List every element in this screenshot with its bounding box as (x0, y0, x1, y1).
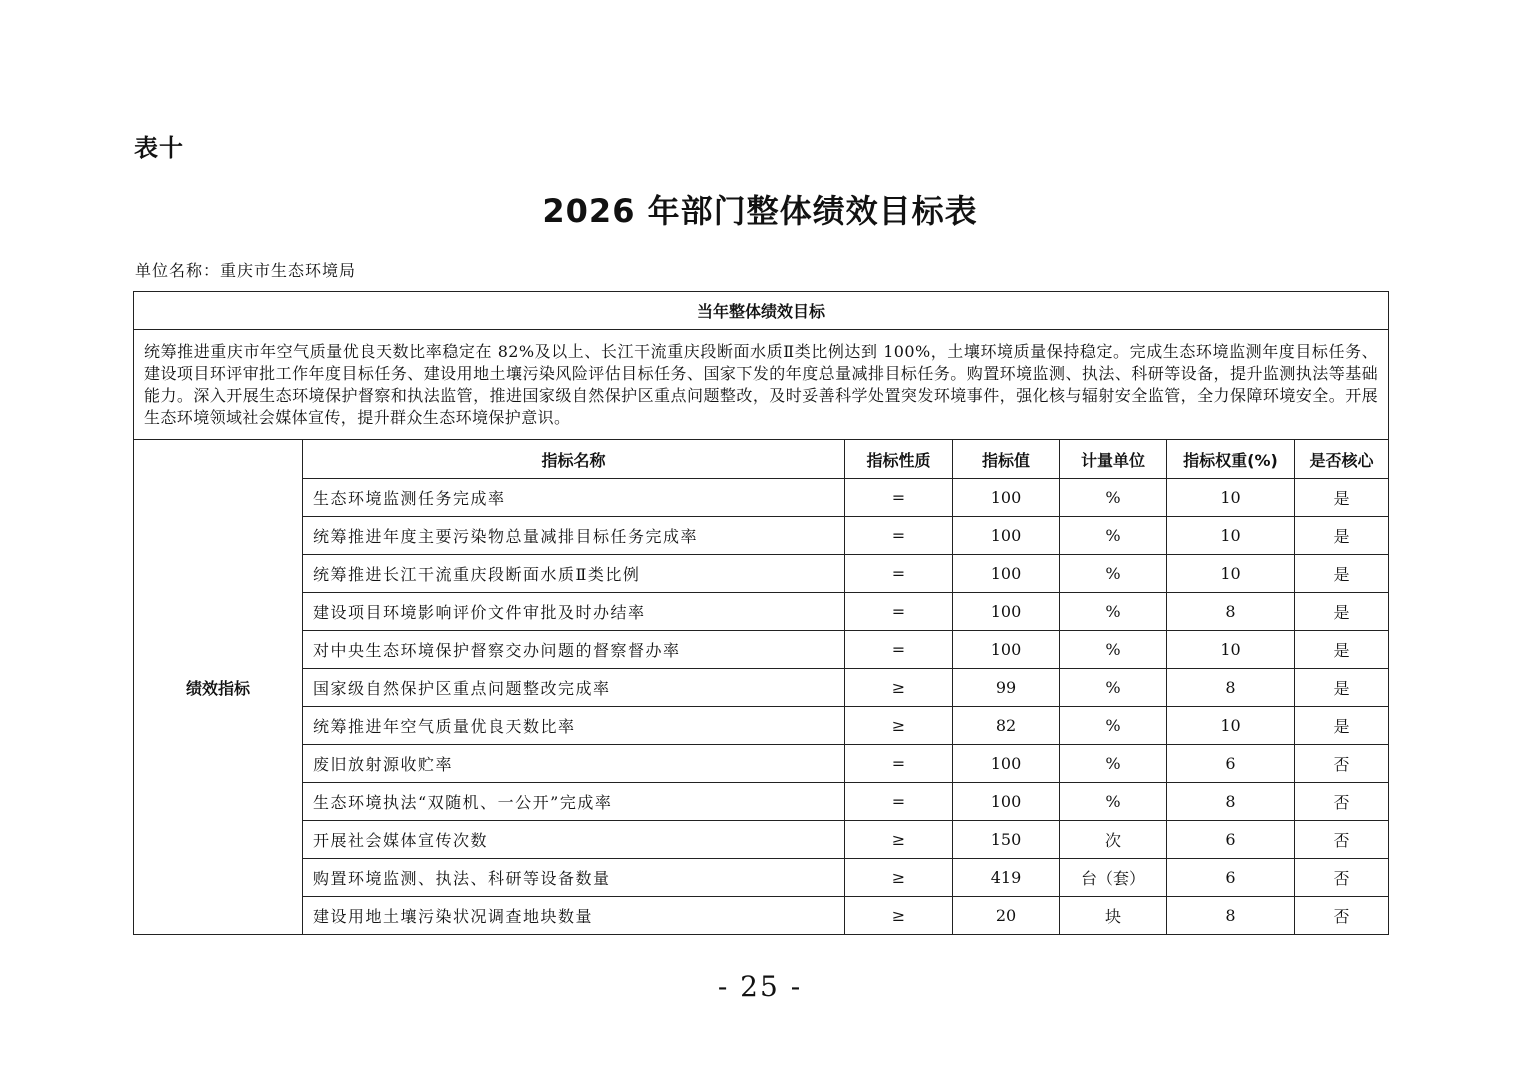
indicator-core: 否 (1295, 783, 1389, 821)
indicator-unit: % (1060, 783, 1167, 821)
indicator-nature: ≥ (845, 669, 953, 707)
indicator-core: 是 (1295, 479, 1389, 517)
indicator-name: 生态环境监测任务完成率 (303, 479, 845, 517)
indicator-value: 20 (953, 897, 1060, 935)
indicator-name: 统筹推进年空气质量优良天数比率 (303, 707, 845, 745)
column-header-value: 指标值 (953, 440, 1060, 479)
indicator-nature: = (845, 745, 953, 783)
indicator-name: 开展社会媒体宣传次数 (303, 821, 845, 859)
table-label: 表十 (134, 134, 184, 162)
indicator-core: 是 (1295, 593, 1389, 631)
indicator-weight: 10 (1167, 631, 1295, 669)
table-row (134, 669, 1389, 707)
indicator-weight: 6 (1167, 745, 1295, 783)
indicator-name: 建设用地土壤污染状况调查地块数量 (303, 897, 845, 935)
indicator-weight: 10 (1167, 555, 1295, 593)
table-row (134, 745, 1389, 783)
indicator-core: 是 (1295, 517, 1389, 555)
indicator-value: 419 (953, 859, 1060, 897)
indicator-value: 100 (953, 745, 1060, 783)
indicator-name: 国家级自然保护区重点问题整改完成率 (303, 669, 845, 707)
table-row (134, 897, 1389, 935)
column-header-unit: 计量单位 (1060, 440, 1167, 479)
indicator-value: 100 (953, 593, 1060, 631)
unit-name-line: 单位名称：重庆市生态环境局 (135, 261, 357, 280)
indicator-weight: 6 (1167, 821, 1295, 859)
indicator-unit: % (1060, 631, 1167, 669)
indicator-value: 100 (953, 631, 1060, 669)
indicator-name: 建设项目环境影响评价文件审批及时办结率 (303, 593, 845, 631)
indicator-value: 100 (953, 517, 1060, 555)
indicator-unit: 台（套） (1060, 859, 1167, 897)
document-title: 2026 年部门整体绩效目标表 (542, 192, 978, 230)
indicator-core: 否 (1295, 859, 1389, 897)
indicator-weight: 8 (1167, 669, 1295, 707)
indicator-value: 150 (953, 821, 1060, 859)
table-row (134, 593, 1389, 631)
indicator-nature: ≥ (845, 897, 953, 935)
indicator-nature: = (845, 593, 953, 631)
indicator-name: 统筹推进长江干流重庆段断面水质Ⅱ类比例 (303, 555, 845, 593)
table-row (134, 707, 1389, 745)
indicator-name: 废旧放射源收贮率 (303, 745, 845, 783)
table-row (134, 821, 1389, 859)
indicator-weight: 6 (1167, 859, 1295, 897)
indicator-nature: ≥ (845, 707, 953, 745)
indicator-value: 100 (953, 479, 1060, 517)
table-row (134, 859, 1389, 897)
indicator-core: 是 (1295, 555, 1389, 593)
indicator-name: 对中央生态环境保护督察交办问题的督察督办率 (303, 631, 845, 669)
indicator-core: 否 (1295, 897, 1389, 935)
indicator-unit: 块 (1060, 897, 1167, 935)
indicator-weight: 8 (1167, 783, 1295, 821)
indicator-value: 82 (953, 707, 1060, 745)
indicator-value: 100 (953, 783, 1060, 821)
performance-target-table (133, 291, 1389, 935)
indicator-unit: % (1060, 479, 1167, 517)
indicator-unit: % (1060, 707, 1167, 745)
indicator-nature: = (845, 517, 953, 555)
indicator-name: 购置环境监测、执法、科研等设备数量 (303, 859, 845, 897)
indicator-nature: = (845, 479, 953, 517)
indicator-nature: ≥ (845, 859, 953, 897)
indicator-unit: % (1060, 745, 1167, 783)
table-row (134, 631, 1389, 669)
overall-goal-text: 统筹推进重庆市年空气质量优良天数比率稳定在 82%及以上、长江干流重庆段断面水质Ⅱ类比例达到 100%，土壤环境质量保持稳定。完成生态环境监测年度目标任务、建设项目环评审批工作年度目标任务、建设用地土壤污染风险评估目标任务、国家下发的年度总量减排目标任务。购置环境监测、执法、科研等设备，提升监测执法等基础能力。深入开展生态环境保护督察和执法监管，推进国家级自然保护区重点问题整改，及时妥善科学处置突发环境事件，强化核与辐射安全监管，全力保障环境安全。开展生态环境领域社会媒体宣传，提升群众生态环境保护意识。 (134, 330, 1389, 440)
indicator-nature: = (845, 555, 953, 593)
indicator-weight: 10 (1167, 707, 1295, 745)
indicator-core: 否 (1295, 745, 1389, 783)
column-header-nature: 指标性质 (845, 440, 953, 479)
table-row (134, 783, 1389, 821)
indicator-name: 统筹推进年度主要污染物总量减排目标任务完成率 (303, 517, 845, 555)
indicator-core: 否 (1295, 821, 1389, 859)
indicator-unit: % (1060, 593, 1167, 631)
table-row (134, 555, 1389, 593)
column-header-weight: 指标权重(%) (1167, 440, 1295, 479)
indicator-nature: = (845, 631, 953, 669)
column-header-core: 是否核心 (1295, 440, 1389, 479)
indicator-unit: % (1060, 555, 1167, 593)
indicator-weight: 10 (1167, 479, 1295, 517)
indicator-value: 100 (953, 555, 1060, 593)
indicator-nature: ≥ (845, 821, 953, 859)
indicator-core: 是 (1295, 631, 1389, 669)
indicator-name: 生态环境执法“双随机、一公开”完成率 (303, 783, 845, 821)
table-row (134, 517, 1389, 555)
indicator-unit: % (1060, 517, 1167, 555)
indicator-value: 99 (953, 669, 1060, 707)
page-number: - 25 - (717, 970, 803, 1003)
indicator-weight: 8 (1167, 897, 1295, 935)
performance-indicators-label: 绩效指标 (134, 440, 303, 935)
indicator-weight: 10 (1167, 517, 1295, 555)
indicator-core: 是 (1295, 707, 1389, 745)
table-row (134, 479, 1389, 517)
section-header: 当年整体绩效目标 (134, 292, 1389, 330)
indicator-core: 是 (1295, 669, 1389, 707)
indicator-unit: % (1060, 669, 1167, 707)
indicator-unit: 次 (1060, 821, 1167, 859)
indicator-nature: = (845, 783, 953, 821)
column-header-indicator-name: 指标名称 (303, 440, 845, 479)
indicator-weight: 8 (1167, 593, 1295, 631)
